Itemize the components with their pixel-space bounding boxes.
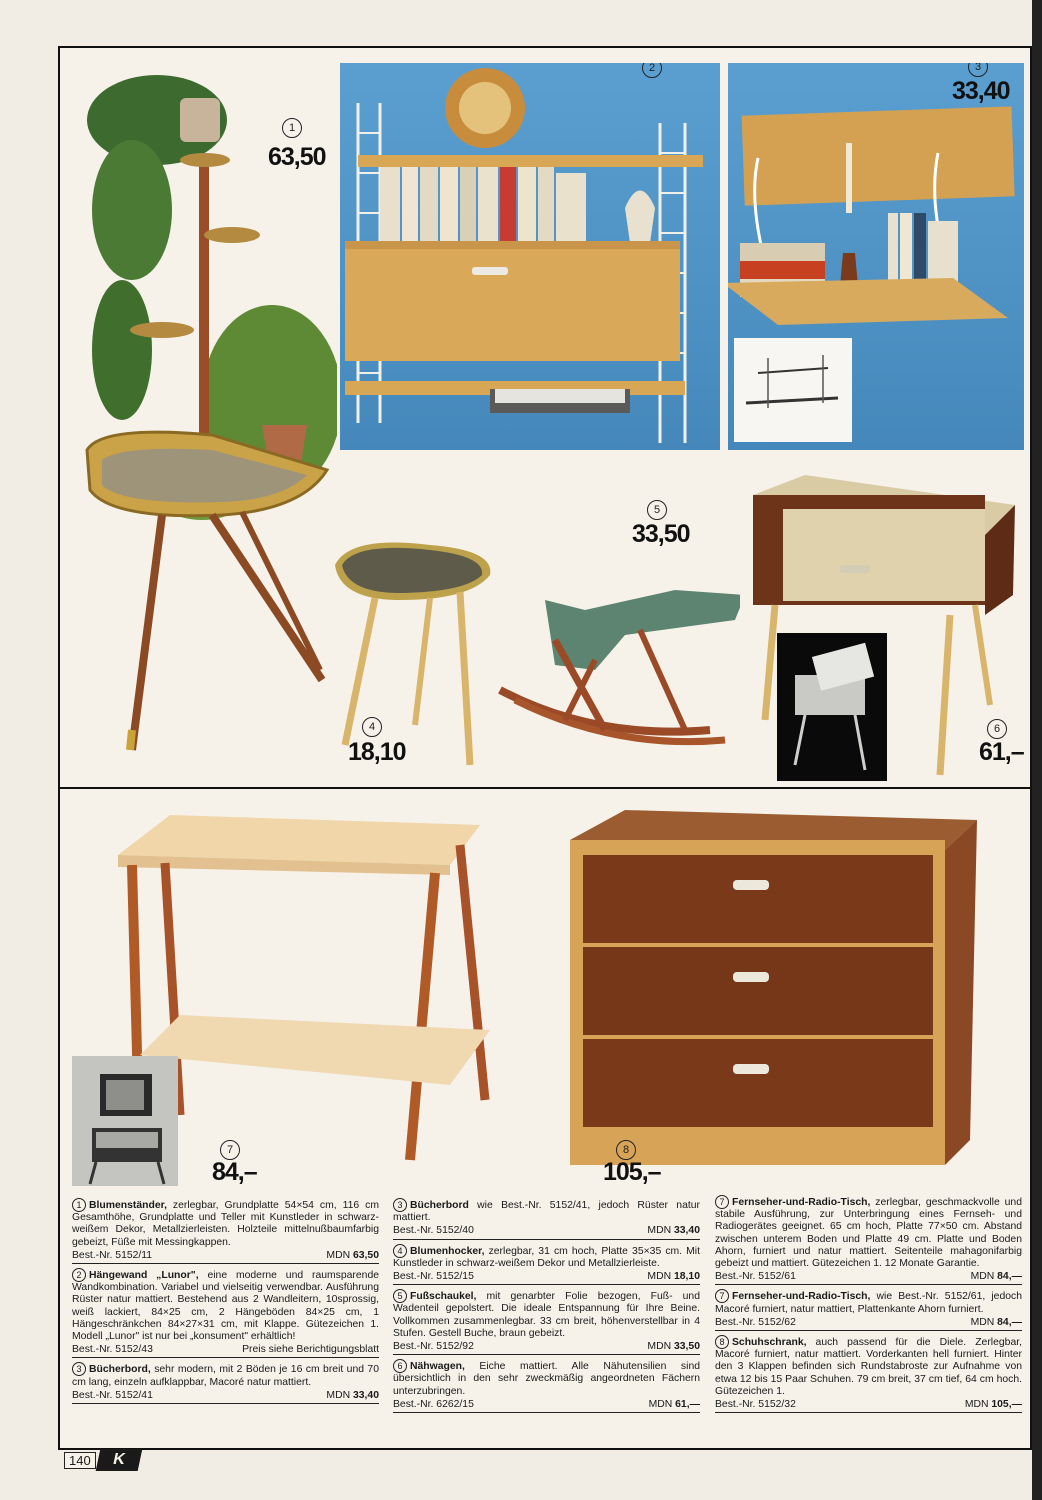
page-edge bbox=[1032, 0, 1042, 1500]
entry-number: 3 bbox=[393, 1198, 407, 1212]
order-number: Best.-Nr. 5152/61 bbox=[715, 1271, 796, 1283]
entry-8 bbox=[715, 1335, 1022, 1413]
entry-title: Fußschaukel, bbox=[410, 1291, 477, 1303]
entry-text: eine moderne und raumsparende Wandkombination. Variabel und vielseitig verwendbar. Ausführung Rüster natur mattiert. Bestehend aus 2 Wandleitern, 10sprossig, weiß lackiert, 84×25 cm, 2 Hängeböden 84×25 cm, 1 Hängeschränkchen 84×27×31 cm, mit Klappe. Gütezeichen 1. Modell „Lunor" ist nur bei „konsument" erhältlich! bbox=[72, 1270, 379, 1343]
price-4: 18,10 bbox=[348, 738, 406, 766]
entry-text: wie Best.-Nr. 5152/61, jedoch Macoré furniert, natur mattiert, Plattenkante Ahorn furniert. bbox=[715, 1291, 1022, 1315]
order-line bbox=[393, 1224, 700, 1239]
entry-title: Fernseher-und-Radio-Tisch, bbox=[732, 1291, 871, 1303]
order-line bbox=[715, 1270, 1022, 1285]
currency: MDN bbox=[964, 1399, 989, 1411]
order-number: Best.-Nr. 5152/15 bbox=[393, 1271, 474, 1283]
entry-title: Hängewand „Lunor", bbox=[89, 1270, 199, 1282]
order-number: Best.-Nr. 6262/15 bbox=[393, 1398, 474, 1410]
item-number-6: 6 bbox=[987, 719, 1007, 739]
page-number: 140 bbox=[64, 1452, 96, 1469]
currency: MDN bbox=[647, 1271, 672, 1283]
photo-shoe-cabinet bbox=[565, 805, 990, 1185]
price-8: 105,– bbox=[603, 1158, 661, 1186]
order-price: 18,10 bbox=[673, 1271, 700, 1283]
photo-plant-stool bbox=[320, 530, 505, 770]
entry-3b bbox=[393, 1198, 700, 1240]
price-6: 61,– bbox=[979, 738, 1024, 766]
order-price: 61,— bbox=[675, 1398, 700, 1410]
sewing-cart-illustration bbox=[745, 465, 1025, 785]
item-number-8: 8 bbox=[616, 1140, 636, 1160]
text-column-2 bbox=[393, 1198, 700, 1417]
entry-number: 8 bbox=[715, 1335, 729, 1349]
currency: MDN bbox=[326, 1389, 351, 1401]
currency: MDN bbox=[970, 1271, 995, 1283]
entry-number: 1 bbox=[72, 1198, 86, 1212]
entry-number: 2 bbox=[72, 1268, 86, 1282]
price-5: 33,50 bbox=[632, 520, 690, 548]
order-line bbox=[715, 1398, 1022, 1413]
konsument-logo: K bbox=[96, 1449, 143, 1471]
item-number-5: 5 bbox=[647, 500, 667, 520]
price-note: Preis siehe Berichtigungsblatt bbox=[242, 1344, 379, 1356]
lunor-wall-illustration bbox=[340, 63, 720, 450]
text-column-3 bbox=[715, 1195, 1022, 1417]
entry-1 bbox=[72, 1198, 379, 1264]
entry-2 bbox=[72, 1268, 379, 1358]
foot-rocker-illustration bbox=[495, 570, 740, 755]
order-line bbox=[72, 1343, 379, 1358]
plant-stool-illustration bbox=[320, 530, 505, 770]
entry-7 bbox=[715, 1195, 1022, 1285]
currency: MDN bbox=[648, 1398, 673, 1410]
photo-tv-inset bbox=[72, 1056, 178, 1186]
item-number-3: 3 bbox=[968, 63, 988, 77]
order-line bbox=[72, 1389, 379, 1404]
entry-number: 7 bbox=[715, 1195, 729, 1209]
order-price: 63,50 bbox=[352, 1249, 379, 1261]
text-column-1 bbox=[72, 1198, 379, 1408]
entry-text: auch passend für die Diele. Zerlegbar, Macoré furniert, natur mattiert. Vorderkanten hell furniert. Hinter den 3 Klappen befinden sich Rundstabroste zur Aufnahme von etwa 12 bis 15 Paar Schuhen. 79 cm breit, 37 cm tief, 64 cm hoch. Gütezeichen 1. bbox=[715, 1337, 1022, 1397]
order-price: 33,40 bbox=[673, 1225, 700, 1237]
entry-title: Blumenhocker, bbox=[410, 1245, 485, 1257]
photo-foot-rocker bbox=[495, 570, 740, 755]
item-number-7: 7 bbox=[220, 1140, 240, 1160]
photo-plant-stand bbox=[62, 60, 337, 780]
shoe-cabinet-illustration bbox=[565, 805, 990, 1185]
order-line bbox=[72, 1249, 379, 1264]
entry-number: 3 bbox=[72, 1362, 86, 1376]
order-number: Best.-Nr. 5152/41 bbox=[72, 1389, 153, 1401]
order-number: Best.-Nr. 5152/92 bbox=[393, 1341, 474, 1353]
photo-lunor-wall bbox=[340, 63, 720, 450]
entry-text: sehr modern, mit 2 Böden je 16 cm breit und 70 cm lang, einzeln aufklappbar, Macoré natur mattiert. bbox=[72, 1364, 379, 1388]
entry-6 bbox=[393, 1359, 700, 1413]
order-number: Best.-Nr. 5152/32 bbox=[715, 1399, 796, 1411]
photo-book-shelf bbox=[728, 63, 1024, 450]
order-line bbox=[393, 1340, 700, 1355]
entry-number: 7 bbox=[715, 1289, 729, 1303]
currency: MDN bbox=[647, 1341, 672, 1353]
entry-number: 6 bbox=[393, 1359, 407, 1373]
entry-text: wie Best.-Nr. 5152/41, jedoch Rüster natur mattiert. bbox=[393, 1200, 700, 1224]
section-divider bbox=[58, 787, 1030, 789]
order-price: 33,40 bbox=[352, 1389, 379, 1401]
entry-text: zerlegbar, Grundplatte 54×54 cm, 116 cm Gesamthöhe, Grundplatte und Teller mit Kunstleder in schwarz-weißem Dekor, Metallzierleisten. Holzteile mittelnußbaumfarbig gebeizt, Füße mit Messingkappen. bbox=[72, 1200, 379, 1248]
entry-title: Bücherbord bbox=[410, 1200, 469, 1211]
order-number: Best.-Nr. 5152/62 bbox=[715, 1316, 796, 1328]
entry-3 bbox=[72, 1362, 379, 1404]
price-3: 33,40 bbox=[952, 77, 1010, 105]
price-1: 63,50 bbox=[268, 143, 326, 171]
currency: MDN bbox=[647, 1225, 672, 1237]
entry-title: Schuhschrank, bbox=[732, 1337, 807, 1349]
entry-text: zerlegbar, geschmackvolle und stabile Ausführung, zur Unterbringung eines Fernseh- und Radiogerätes geeignet. 65 cm hoch, Platte 77×50 cm. Abstand zwischen unterem Boden und Platte 49 cm. Platte und Boden Ahorn, furniert und natur mattiert. Seitenteile mahagonifarbig gebeizt und mattiert. Gütezeichen 1. 12 Monate Garantie. bbox=[715, 1197, 1022, 1270]
order-price: 105,— bbox=[991, 1399, 1022, 1411]
entry-5 bbox=[393, 1289, 700, 1355]
entry-number: 5 bbox=[393, 1289, 407, 1303]
order-number: Best.-Nr. 5152/43 bbox=[72, 1344, 153, 1356]
currency: MDN bbox=[970, 1316, 995, 1328]
currency: MDN bbox=[326, 1249, 351, 1261]
price-7: 84,– bbox=[212, 1158, 257, 1186]
entry-title: Blumenständer, bbox=[89, 1200, 167, 1211]
order-line bbox=[715, 1316, 1022, 1331]
book-shelf-illustration bbox=[728, 63, 1024, 450]
entry-text: mit genarbter Folie bezogen, Fuß- und Wadenteil gepolstert. Die ideale Entspannung für Ihre Beine. Vollkommen zusammenlegbar. 33 cm breit, höhenverstellbar in 4 Stufen. Gestell Buche, braun gebeizt. bbox=[393, 1291, 700, 1339]
entry-text: Eiche mattiert. Alle Nähutensilien sind übersichtlich in den sehr zweckmäßig angeordneten Fächern unterzubringen. bbox=[393, 1361, 700, 1397]
item-number-4: 4 bbox=[362, 717, 382, 737]
entry-7b bbox=[715, 1289, 1022, 1331]
order-line bbox=[393, 1270, 700, 1285]
entry-title: Bücherbord, bbox=[89, 1364, 151, 1376]
item-number-2: 2 bbox=[642, 63, 662, 78]
order-price: 33,50 bbox=[673, 1341, 700, 1353]
order-price: 84,— bbox=[997, 1271, 1022, 1283]
order-price: 84,— bbox=[997, 1316, 1022, 1328]
tv-inset-illustration bbox=[72, 1056, 178, 1186]
order-number: Best.-Nr. 5152/11 bbox=[72, 1249, 153, 1261]
order-line bbox=[393, 1398, 700, 1413]
photo-sewing-cart bbox=[745, 465, 1025, 785]
item-number-1: 1 bbox=[282, 118, 302, 138]
entry-4 bbox=[393, 1244, 700, 1286]
entry-title: Nähwagen, bbox=[410, 1361, 465, 1373]
entry-text: zerlegbar, 31 cm hoch, Platte 35×35 cm. Mit Kunstleder in schwarz-weißem Dekor und Metallzierleiste. bbox=[393, 1245, 700, 1269]
order-number: Best.-Nr. 5152/40 bbox=[393, 1225, 474, 1237]
entry-number: 4 bbox=[393, 1244, 407, 1258]
entry-title: Fernseher-und-Radio-Tisch, bbox=[732, 1197, 871, 1208]
